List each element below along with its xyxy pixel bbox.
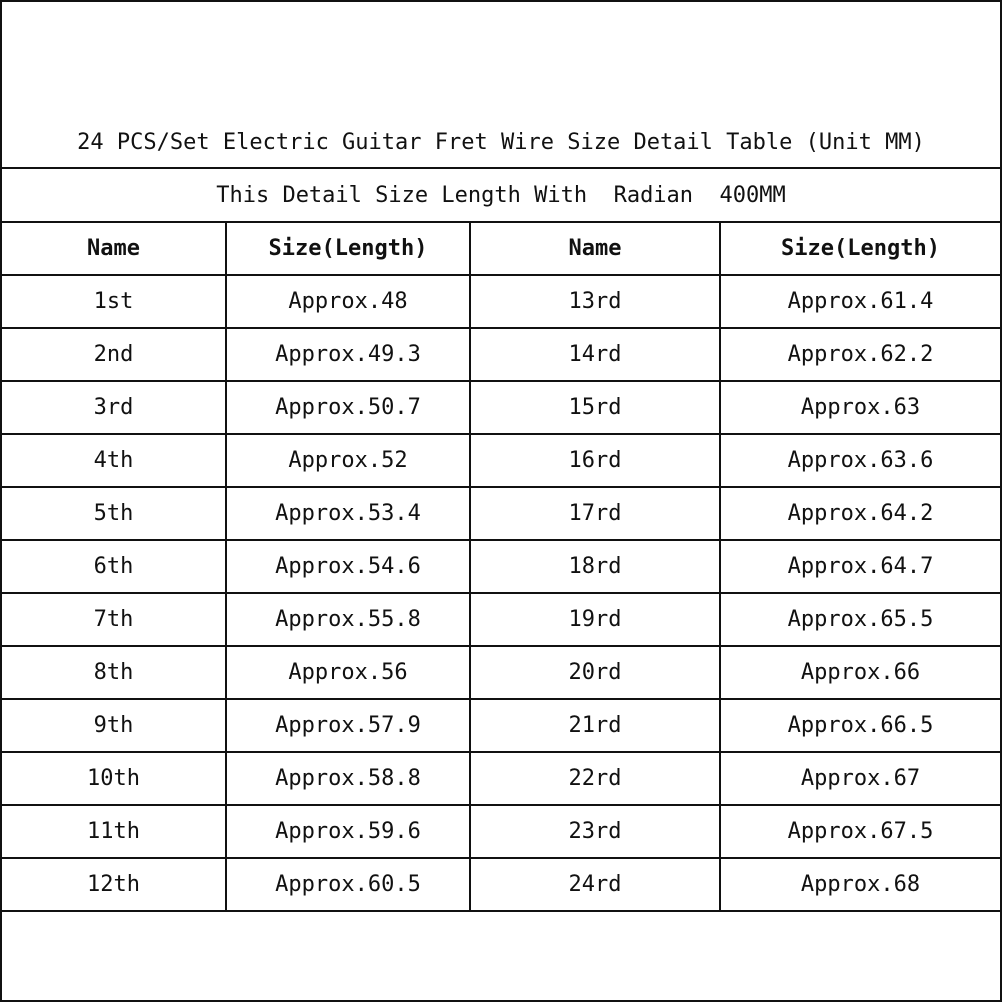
fret-size: Approx.57.9 — [226, 699, 470, 752]
fret-name: 3rd — [2, 381, 226, 434]
table-row — [2, 646, 1000, 699]
fret-size: Approx.53.4 — [226, 487, 470, 540]
fret-name: 12th — [2, 858, 226, 911]
fret-size: Approx.64.2 — [720, 487, 1000, 540]
table-body — [2, 275, 1000, 911]
fret-size: Approx.52 — [226, 434, 470, 487]
fret-size: Approx.49.3 — [226, 328, 470, 381]
fret-name: 4th — [2, 434, 226, 487]
fret-name: 14rd — [470, 328, 720, 381]
fret-name: 13rd — [470, 275, 720, 328]
header-row — [2, 223, 1000, 275]
table-row — [2, 275, 1000, 328]
table-row — [2, 699, 1000, 752]
header-size-left: Size(Length) — [226, 223, 470, 275]
table-row — [2, 752, 1000, 805]
table-row — [2, 805, 1000, 858]
table-title: 24 PCS/Set Electric Guitar Fret Wire Size Detail Table (Unit MM) — [2, 117, 1000, 169]
fret-name: 16rd — [470, 434, 720, 487]
fret-name: 19rd — [470, 593, 720, 646]
fret-size: Approx.48 — [226, 275, 470, 328]
fret-name: 11th — [2, 805, 226, 858]
fret-size: Approx.60.5 — [226, 858, 470, 911]
fret-name: 23rd — [470, 805, 720, 858]
fret-size: Approx.64.7 — [720, 540, 1000, 593]
fret-size: Approx.58.8 — [226, 752, 470, 805]
header-name-right: Name — [470, 223, 720, 275]
fret-size: Approx.55.8 — [226, 593, 470, 646]
fret-name: 20rd — [470, 646, 720, 699]
table-row — [2, 434, 1000, 487]
fret-size: Approx.68 — [720, 858, 1000, 911]
fret-name: 10th — [2, 752, 226, 805]
fret-size: Approx.59.6 — [226, 805, 470, 858]
fret-size: Approx.67.5 — [720, 805, 1000, 858]
fret-size: Approx.66 — [720, 646, 1000, 699]
header-size-right: Size(Length) — [720, 223, 1000, 275]
table-row — [2, 381, 1000, 434]
fret-name: 9th — [2, 699, 226, 752]
fret-name: 6th — [2, 540, 226, 593]
fret-size-table — [2, 223, 1000, 912]
fret-name: 5th — [2, 487, 226, 540]
table-subtitle: This Detail Size Length With Radian 400MM — [2, 169, 1000, 223]
table-row — [2, 328, 1000, 381]
fret-size: Approx.63.6 — [720, 434, 1000, 487]
table-row — [2, 593, 1000, 646]
fret-size: Approx.63 — [720, 381, 1000, 434]
fret-name: 18rd — [470, 540, 720, 593]
fret-size: Approx.62.2 — [720, 328, 1000, 381]
fret-size: Approx.54.6 — [226, 540, 470, 593]
fret-size: Approx.56 — [226, 646, 470, 699]
fret-name: 1st — [2, 275, 226, 328]
fret-name: 24rd — [470, 858, 720, 911]
fret-name: 22rd — [470, 752, 720, 805]
fret-name: 7th — [2, 593, 226, 646]
fret-name: 8th — [2, 646, 226, 699]
fret-name: 21rd — [470, 699, 720, 752]
fret-size: Approx.50.7 — [226, 381, 470, 434]
table-row — [2, 540, 1000, 593]
fret-name: 2nd — [2, 328, 226, 381]
fret-size: Approx.66.5 — [720, 699, 1000, 752]
header-name-left: Name — [2, 223, 226, 275]
table-row — [2, 858, 1000, 911]
fret-size: Approx.67 — [720, 752, 1000, 805]
fret-size: Approx.65.5 — [720, 593, 1000, 646]
fret-name: 17rd — [470, 487, 720, 540]
table-row — [2, 487, 1000, 540]
fret-name: 15rd — [470, 381, 720, 434]
fret-size: Approx.61.4 — [720, 275, 1000, 328]
